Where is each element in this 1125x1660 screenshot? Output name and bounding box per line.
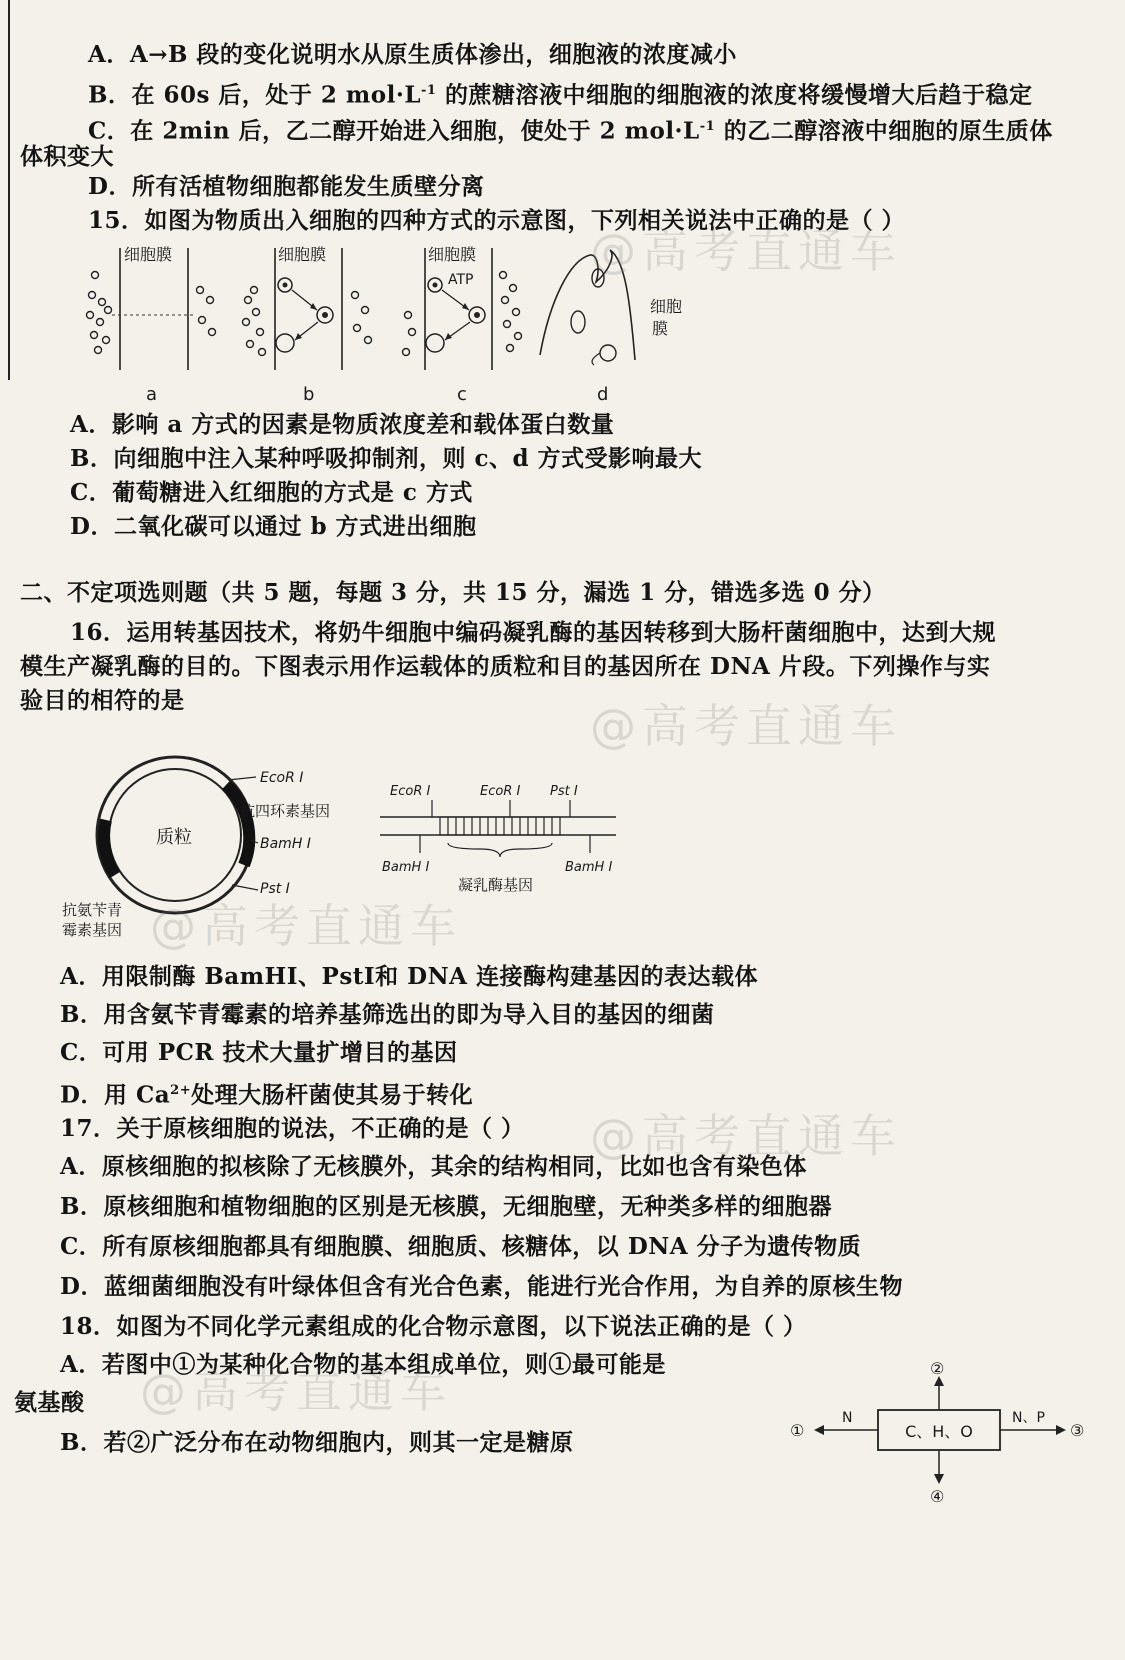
dna-psti: Pst Ⅰ [550, 784, 578, 799]
watermark: @高考直通车 [590, 224, 902, 278]
dna-ecori-2: EcoR Ⅰ [480, 784, 521, 799]
q16-option-a: A．用限制酶 BamHⅠ、PstⅠ和 DNA 连接酶构建基因的表达载体 [60, 963, 758, 990]
element-box-label: C、H、O [905, 1422, 973, 1441]
panel-b-diagram [243, 245, 372, 370]
q18-option-a: A．若图中①为某种化合物的基本组成单位，则①最可能是 [60, 1351, 666, 1378]
watermark: @高考直通车 [590, 699, 902, 753]
q16-option-c: C．可用 PCR 技术大量扩增目的基因 [60, 1039, 458, 1066]
plasmid-ecori: EcoR Ⅰ [260, 770, 304, 786]
compound-2-label: ② [930, 1360, 945, 1378]
panel-b-label: b [303, 384, 315, 405]
q16-option-b: B．用含氨苄青霉素的培养基筛选出的即为导入目的基因的细菌 [60, 1001, 715, 1028]
dna-ecori-1: EcoR Ⅰ [390, 784, 431, 799]
plasmid-bamhi: BamH Ⅰ [260, 836, 311, 852]
panel-d-label: d [597, 384, 609, 405]
dna-bamhi-1: BamH Ⅰ [382, 860, 430, 875]
q16-stem-line3: 验目的相符的是 [20, 687, 185, 714]
watermark: @高考直通车 [150, 899, 462, 953]
plasmid-psti: Pst Ⅰ [260, 881, 290, 897]
membrane-label-b: 细胞膜 [278, 245, 327, 264]
panel-c-diagram [403, 245, 522, 370]
q15-stem: 15．如图为物质出入细胞的四种方式的示意图，下列相关说法中正确的是（ ） [88, 207, 906, 234]
membrane-label-d1: 细胞 [650, 297, 683, 316]
q17-stem: 17．关于原核细胞的说法，不正确的是（ ） [60, 1115, 525, 1142]
membrane-label-c: 细胞膜 [428, 245, 477, 264]
watermark: @高考直通车 [140, 1364, 452, 1418]
q15-option-a: A．影响 a 方式的因素是物质浓度差和载体蛋白数量 [70, 411, 615, 438]
q16-option-d: D．用 $Ca^{2+}$处理大肠杆菌使其易于转化 [60, 1081, 474, 1109]
q17-option-b: B．原核细胞和植物细胞的区别是无核膜，无细胞壁，无种类多样的细胞器 [60, 1193, 832, 1220]
q16-stem-line2: 模生产凝乳酶的目的。下图表示用作运载体的质粒和目的基因所在 DNA 片段。下列操作与实 [20, 653, 991, 680]
atp-label: ATP [448, 272, 474, 288]
q17-option-a: A．原核细胞的拟核除了无核膜外，其余的结构相同，比如也含有染色体 [60, 1153, 807, 1180]
q15-option-c: C．葡萄糖进入红细胞的方式是 c 方式 [70, 479, 473, 506]
amp-resistance-label-1: 抗氨苄青 [62, 901, 123, 919]
membrane-label-d2: 膜 [652, 319, 669, 338]
arrow-np-label: N、P [1012, 1410, 1045, 1426]
compound-1-label: ① [790, 1421, 805, 1440]
amp-resistance-label-2: 霉素基因 [62, 921, 123, 939]
section-2-heading: 二、不定项选则题（共 5 题，每题 3 分，共 15 分，漏选 1 分，错选多选 0 分） [20, 579, 886, 606]
membrane-label-a: 细胞膜 [124, 245, 173, 264]
margin-line [8, 0, 10, 380]
arrow-n-label: N [842, 1410, 853, 1426]
q14-option-b: B．在 60s 后，处于 2 $mol\cdot L^{-1}$ 的蔗糖溶液中细胞的细胞液的浓度将缓慢增大后趋于稳定 [88, 81, 1033, 109]
q14-option-a: A．A→B 段的变化说明水从原生质体渗出，细胞液的浓度减小 [88, 41, 737, 68]
panel-a-diagram [87, 245, 216, 370]
q14-option-c: C．在 2min 后，乙二醇开始进入细胞，使处于 2 $mol\cdot L^{-1}$ 的乙二醇溶液中细胞的原生质体 [88, 117, 1053, 145]
compound-figure [790, 1360, 1095, 1505]
q18-option-b: B．若②广泛分布在动物细胞内，则其一定是糖原 [60, 1429, 574, 1456]
q18-option-a-cont: 氨基酸 [14, 1389, 85, 1416]
q15-option-b: B．向细胞中注入某种呼吸抑制剂，则 c、d 方式受影响最大 [70, 445, 703, 472]
panel-c-label: c [457, 384, 467, 405]
tet-resistance-label: 抗四环素基因 [240, 802, 331, 820]
q15-option-d: D．二氧化碳可以通过 b 方式进出细胞 [70, 513, 477, 540]
compound-3-label: ③ [1070, 1421, 1085, 1440]
watermark: @高考直通车 [590, 1109, 902, 1163]
panel-a-label: a [146, 384, 158, 405]
plasmid-label: 质粒 [156, 827, 192, 848]
q14-option-c-cont: 体积变大 [20, 143, 114, 170]
q17-option-c: C．所有原核细胞都具有细胞膜、细胞质、核糖体，以 DNA 分子为遗传物质 [60, 1233, 862, 1260]
dna-fragment-diagram [380, 784, 616, 894]
q17-option-d: D．蓝细菌细胞没有叶绿体但含有光合色素，能进行光合作用，为自养的原核生物 [60, 1273, 903, 1300]
q18-stem: 18．如图为不同化学元素组成的化合物示意图，以下说法正确的是（ ） [60, 1313, 807, 1340]
q14-option-d: D．所有活植物细胞都能发生质壁分离 [88, 173, 485, 200]
q16-stem-line1: 16．运用转基因技术，将奶牛细胞中编码凝乳酶的基因转移到大肠杆菌细胞中，达到大规 [70, 619, 997, 646]
compound-4-label: ④ [930, 1487, 945, 1505]
rennin-gene-label: 凝乳酶基因 [458, 876, 534, 894]
dna-bamhi-2: BamH Ⅰ [565, 860, 613, 875]
